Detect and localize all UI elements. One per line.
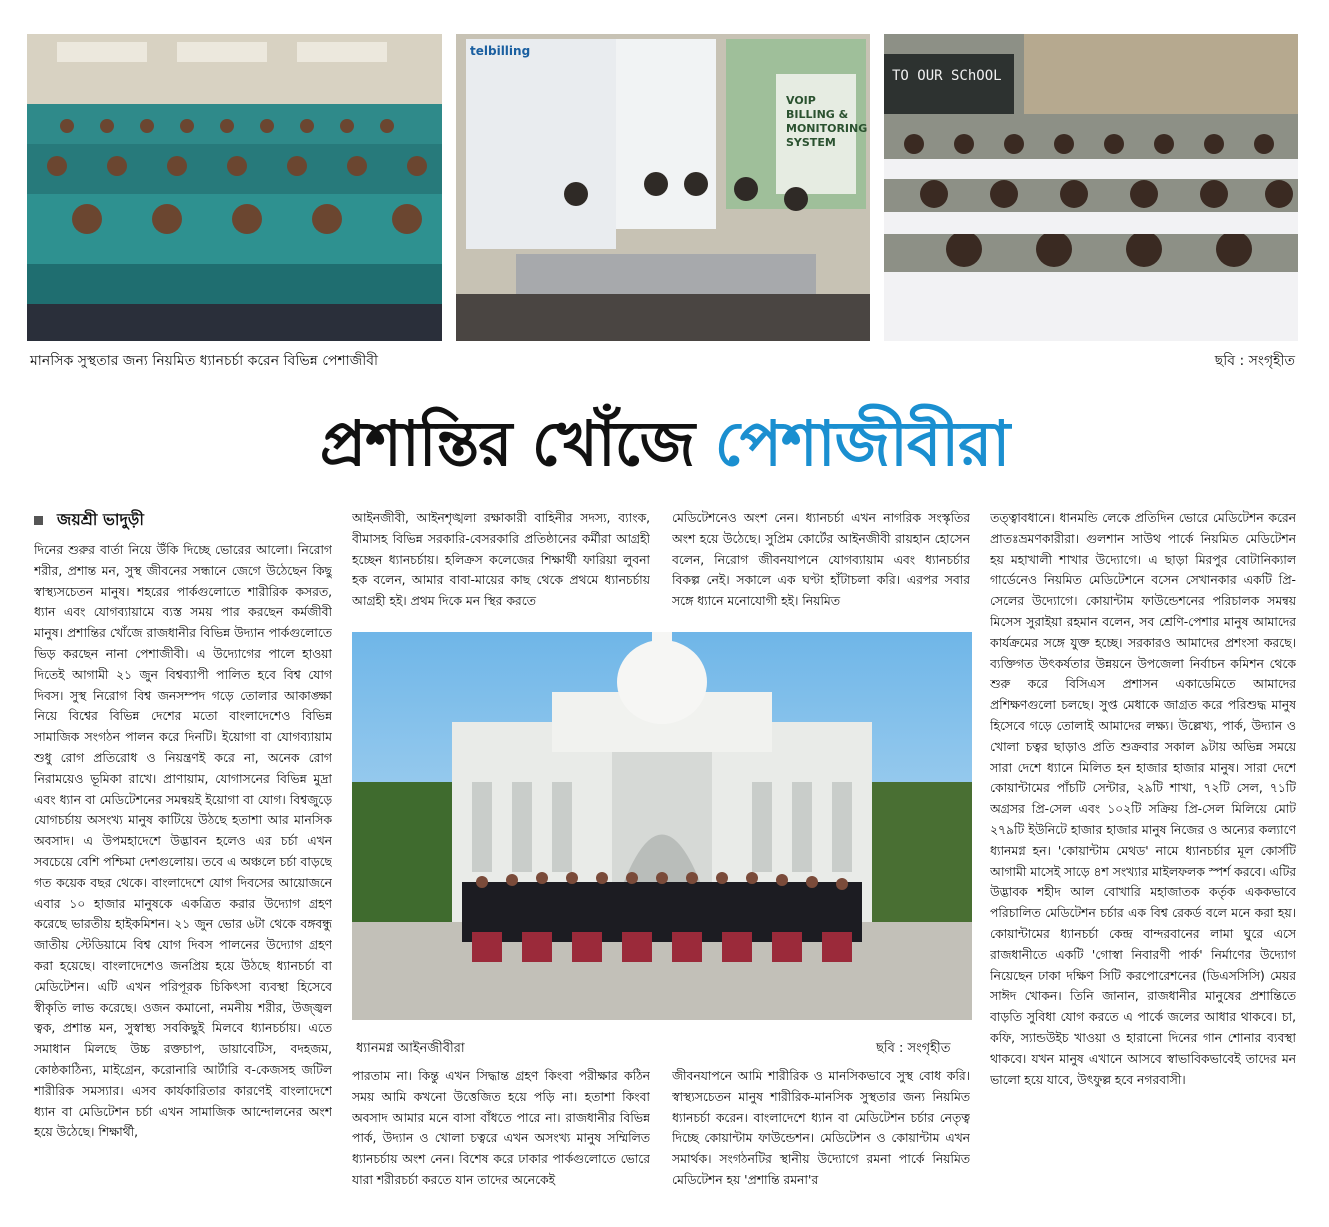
police-meditation-photo-art	[27, 34, 442, 341]
headline-part-1: প্রশান্তির খোঁজে	[319, 407, 715, 480]
column-2-bottom-text: পারতাম না। কিন্তু এখন সিদ্ধান্ত গ্রহণ কিংবা পরীক্ষার কঠিন সময় আমি কখনো উত্তেজিত হয়ে পড়ি না। হতাশা কিংবা অবসাদ আমার মনে বাসা বাঁধতে পারে না। রাজধানীর বিভিন্ন পার্ক, উদ্যান ও খোলা চত্বরে এখন অসংখ্য মানুষ সম্মিলিত ধ্যানচর্চায় অংশ নেন। বিশেষ করে ঢাকার পার্কগুলোতে ভোরে যারা শরীরচর্চা করতে যান তাদের অনেকেই	[352, 1069, 650, 1187]
supreme-court-lawyers-photo	[352, 632, 972, 1020]
supreme-court-photo-art	[352, 632, 972, 1020]
middle-photo-credit: ছবি : সংগৃহীত	[876, 1041, 951, 1056]
column-3-top-text: মেডিটেশনেও অংশ নেন। ধ্যানচর্চা এখন নাগরিক সংস্কৃতির অংশ হয়ে উঠেছে। সুপ্রিম কোর্টের আইনজীবী রায়হান হোসেন বলেন, নিরোগ জীবনযাপনে যোগব্যায়াম এবং ধ্যানচর্চার বিকল্প নেই। সকালে এক ঘণ্টা হাঁটাচলা করি। এরপর সবার সঙ্গে ধ্যানে মনোযোগী হই। নিয়মিত	[672, 511, 970, 609]
column-3-bottom-text: জীবনযাপনে আমি শারীরিক ও মানসিকভাবে সুস্থ বোধ করি। স্বাস্থ্যসচেতন মানুষ শারীরিক-মানসিক সুস্থতার জন্য নিয়মিত ধ্যানচর্চা করেন। বাংলাদেশে ধ্যান বা মেডিটেশন চর্চার নেতৃত্ব দিচ্ছে কোয়ান্টাম ফাউন্ডেশন। মেডিটেশন ও কোয়ান্টাম এখন সমার্থক। সংগঠনটির স্থানীয় উদ্যোগে রমনা পার্কে নিয়মিত মেডিটেশন হয় 'প্রশান্তি রমনা'র	[672, 1069, 970, 1187]
police-meditation-photo	[27, 34, 442, 341]
headline-part-2: পেশাজীবীরা	[714, 407, 1010, 480]
article-column-2-bottom	[352, 1066, 650, 1223]
column-2-top-text: আইনজীবী, আইনশৃঙ্খলা রক্ষাকারী বাহিনীর সদস্য, ব্যাংক, বীমাসহ বিভিন্ন সরকারি-বেসরকারি প্রতিষ্ঠানের কর্মীরা আগ্রহী হচ্ছেন ধ্যানচর্চায়। হলিক্রস কলেজের শিক্ষার্থী ফারিয়া লুবনা হক বলেন, আমার বাবা-মায়ের কাছ থেকে প্রথমে ধ্যানচর্চায় আগ্রহী হই। প্রথম দিকে মন স্থির করতে	[352, 511, 650, 609]
article-column-2-top	[352, 508, 650, 633]
banner-left-text: telbilling	[470, 44, 531, 58]
page-title	[0, 398, 1329, 490]
article-column-3-bottom	[672, 1066, 970, 1223]
article-column-1	[34, 540, 332, 1223]
article-column-3-top	[672, 508, 970, 633]
middle-photo-caption: ধ্যানমগ্ন আইনজীবীরা	[356, 1041, 465, 1056]
school-meditation-photo	[884, 34, 1298, 341]
byline	[34, 507, 144, 534]
column-1-text: দিনের শুরুর বার্তা নিয়ে উঁকি দিচ্ছে ভোরের আলো। নিরোগ শরীর, প্রশান্ত মন, সুস্থ জীবনের সন্ধানে জেগে উঠেছেন কিছু স্বাস্থ্যসচেতন মানুষ। শহরের পার্কগুলোতে শারীরিক কসরত, ধ্যান এবং যোগব্যায়ামে ব্যস্ত সময় পার করছেন কর্মজীবী মানুষ। প্রশান্তির খোঁজে রাজধানীর বিভিন্ন উদ্যান পার্কগুলোতে ভিড় করছেন নানা পেশাজীবী। এ উদ্যোগের পালে হাওয়া দিতেই আগামী ২১ জুন বিশ্বব্যাপী পালিত হবে বিশ্ব যোগ দিবস। সুস্থ নিরোগ বিশ্ব জনসম্পদ গড়ে তোলার আকাঙ্ক্ষা নিয়ে বিশ্বের বিভিন্ন দেশের মতো বাংলাদেশেও বিভিন্ন সামাজিক সংগঠন পালন করে দিনটি। ইয়োগা বা যোগব্যায়াম শুধু রোগ প্রতিরোধ ও নিয়ন্ত্রণই করে না, অনেক রোগ নিরাময়েও ভূমিকা রাখে। প্রাণায়াম, যোগাসনের বিভিন্ন মুদ্রা এবং ধ্যান বা মেডিটেশনের সমন্বয়ই ইয়োগা বা যোগ। বিশ্বজুড়ে যোগচর্চায় অসংখ্য মানুষ কাটিয়ে উঠছে হতাশা আর মানসিক অবসাদ। এ উপমহাদেশে উদ্ভাবন হলেও এর চর্চা এখন সবচেয়ে বেশি পশ্চিমা দেশগুলোয়। তবে এ অঞ্চলে চর্চা বাড়ছে গত কয়েক বছর থেকে। বাংলাদেশে যোগ দিবসের আয়োজনে এবার ১০ হাজার মানুষকে একত্রিত করার উদ্যোগ গ্রহণ করেছে ভারতীয় হাইকমিশন। ২১ জুন ভোর ৬টা থেকে বঙ্গবন্ধু জাতীয় স্টেডিয়ামে বিশ্ব যোগ দিবস পালনের উদ্যোগ গ্রহণ করা হয়েছে। বাংলাদেশেও জনপ্রিয় হয়ে উঠছে ধ্যানচর্চা বা মেডিটেশন। এটি এখন পরিপূরক চিকিৎসা ব্যবস্থা হিসেবে স্বীকৃতি লাভ করেছে। ওজন কমানো, নমনীয় শরীর, উজ্জ্বল ত্বক, প্রশান্ত মন, সুস্বাস্থ্য সবকিছুই মিলবে ধ্যানচর্চায়। এতে সমাধান মিলছে উচ্চ রক্তচাপ, ডায়াবেটিস, বদহজম, কোষ্ঠকাঠিন্য, মাইগ্রেন, করোনারি আর্টারি ব-কেজসহ জটিল শারীরিক সমস্যার। এসব কার্যকারিতার কারণেই বাংলাদেশে ধ্যান বা মেডিটেশন চর্চা এখন সামাজিক আন্দোলনের অংশ হয়ে উঠেছে। শিক্ষার্থী,	[34, 543, 332, 1140]
banner-right-text: VOIP BILLING & MONITORING SYSTEM	[786, 94, 868, 149]
office-meeting-photo	[456, 34, 870, 341]
board-text: TO OUR SChOOL	[892, 68, 1002, 84]
author-name: জয়শ্রী ভাদুড়ী	[57, 510, 144, 529]
article-column-4	[990, 508, 1296, 1223]
square-bullet-icon	[34, 516, 43, 525]
office-meeting-photo-art	[456, 34, 870, 341]
column-4-text: তত্ত্বাবধানে। ধানমন্ডি লেকে প্রতিদিন ভোরে মেডিটেশন করেন প্রাতঃভ্রমণকারীরা। গুলশান সাউথ পার্কে নিয়মিত মেডিটেশন হয় মহাখালী শাখার উদ্যোগে। এ ছাড়া মিরপুর বোটানিক্যাল গার্ডেনেও নিয়মিত মেডিটেশনে বসেন সেখানকার একটি প্রি-সেলের উদ্যোগে। কোয়ান্টাম ফাউন্ডেশনের পরিচালক সমন্বয় মিসেস সুরাইয়া রহমান বলেন, সব শ্রেণি-পেশার মানুষ আমাদের কার্যক্রমের সঙ্গে যুক্ত হচ্ছে। সরকারও আমাদের প্রশংসা করছে। ব্যক্তিগত উৎকর্ষতার উন্নয়নে উপজেলা নির্বাচন কমিশন থেকে শুরু করে বিসিএস প্রশাসন একাডেমিতে আমাদের প্রশিক্ষণগুলো চলছে। সুপ্ত মেধাকে জাগ্রত করে পরিশুদ্ধ মানুষ হিসেবে গড়ে তোলাই আমাদের লক্ষ্য। উল্লেখ্য, পার্ক, উদ্যান ও খোলা চত্বর ছাড়াও প্রতি শুক্রবার সকাল ৯টায় অভিন্ন সময়ে সারা দেশে ধ্যানে মিলিত হন হাজার হাজার মানুষ। সারা দেশে কোয়ান্টামের পাঁচটি সেন্টার, ২৯টি শাখা, ৭২টি সেল, ৭১টি অগ্রসর প্রি-সেল এবং ১০২টি সক্রিয় প্রি-সেল মিলিয়ে মোট ২৭৯টি ইউনিটে হাজার হাজার মানুষ নিজের ও অন্যের কল্যাণে ধ্যানমগ্ন হন। 'কোয়ান্টাম মেথড' নামে ধ্যানচর্চার মূল কোর্সটি আগামী মাসেই সাড়ে ৪শ সংখ্যার মাইলফলক স্পর্শ করবে। এটির উদ্ভাবক শহীদ আল বোখারি মহাজাতক কর্তৃক এককভাবে পরিচালিত মেডিটেশন চর্চার এক বিশ্ব রেকর্ড বলে মনে করা হয়। কোয়ান্টামের ধ্যানচর্চা কেন্দ্র বান্দরবানের লামা ঘুরে এসে রাজধানীতে একটি 'গোস্বা নিবারণী পার্ক' নির্মাণের উদ্যোগ নিয়েছেন ঢাকা দক্ষিণ সিটি করপোরেশনের (ডিএসসিসি) মেয়র সাঈদ খোকন। তিনি জানান, রাজধানীর মানুষের প্রশান্তিতে বাড়তি সুবিধা যোগ করতে এ পার্কে জলের আধার থাকবে। চা, কফি, স্যান্ডউইচ খাওয়া ও হারানো দিনের গান শোনার ব্যবস্থা থাকবে। যখন মানুষ এখানে আসবে স্বাভাবিকভাবেই তাদের মন ভালো হয়ে যাবে, উৎফুল্ল হবে নগরবাসী।	[990, 511, 1296, 1087]
top-photo-caption: মানসিক সুস্থতার জন্য নিয়মিত ধ্যানচর্চা করেন বিভিন্ন পেশাজীবী	[30, 353, 379, 369]
top-photo-credit: ছবি : সংগৃহীত	[1214, 353, 1295, 369]
